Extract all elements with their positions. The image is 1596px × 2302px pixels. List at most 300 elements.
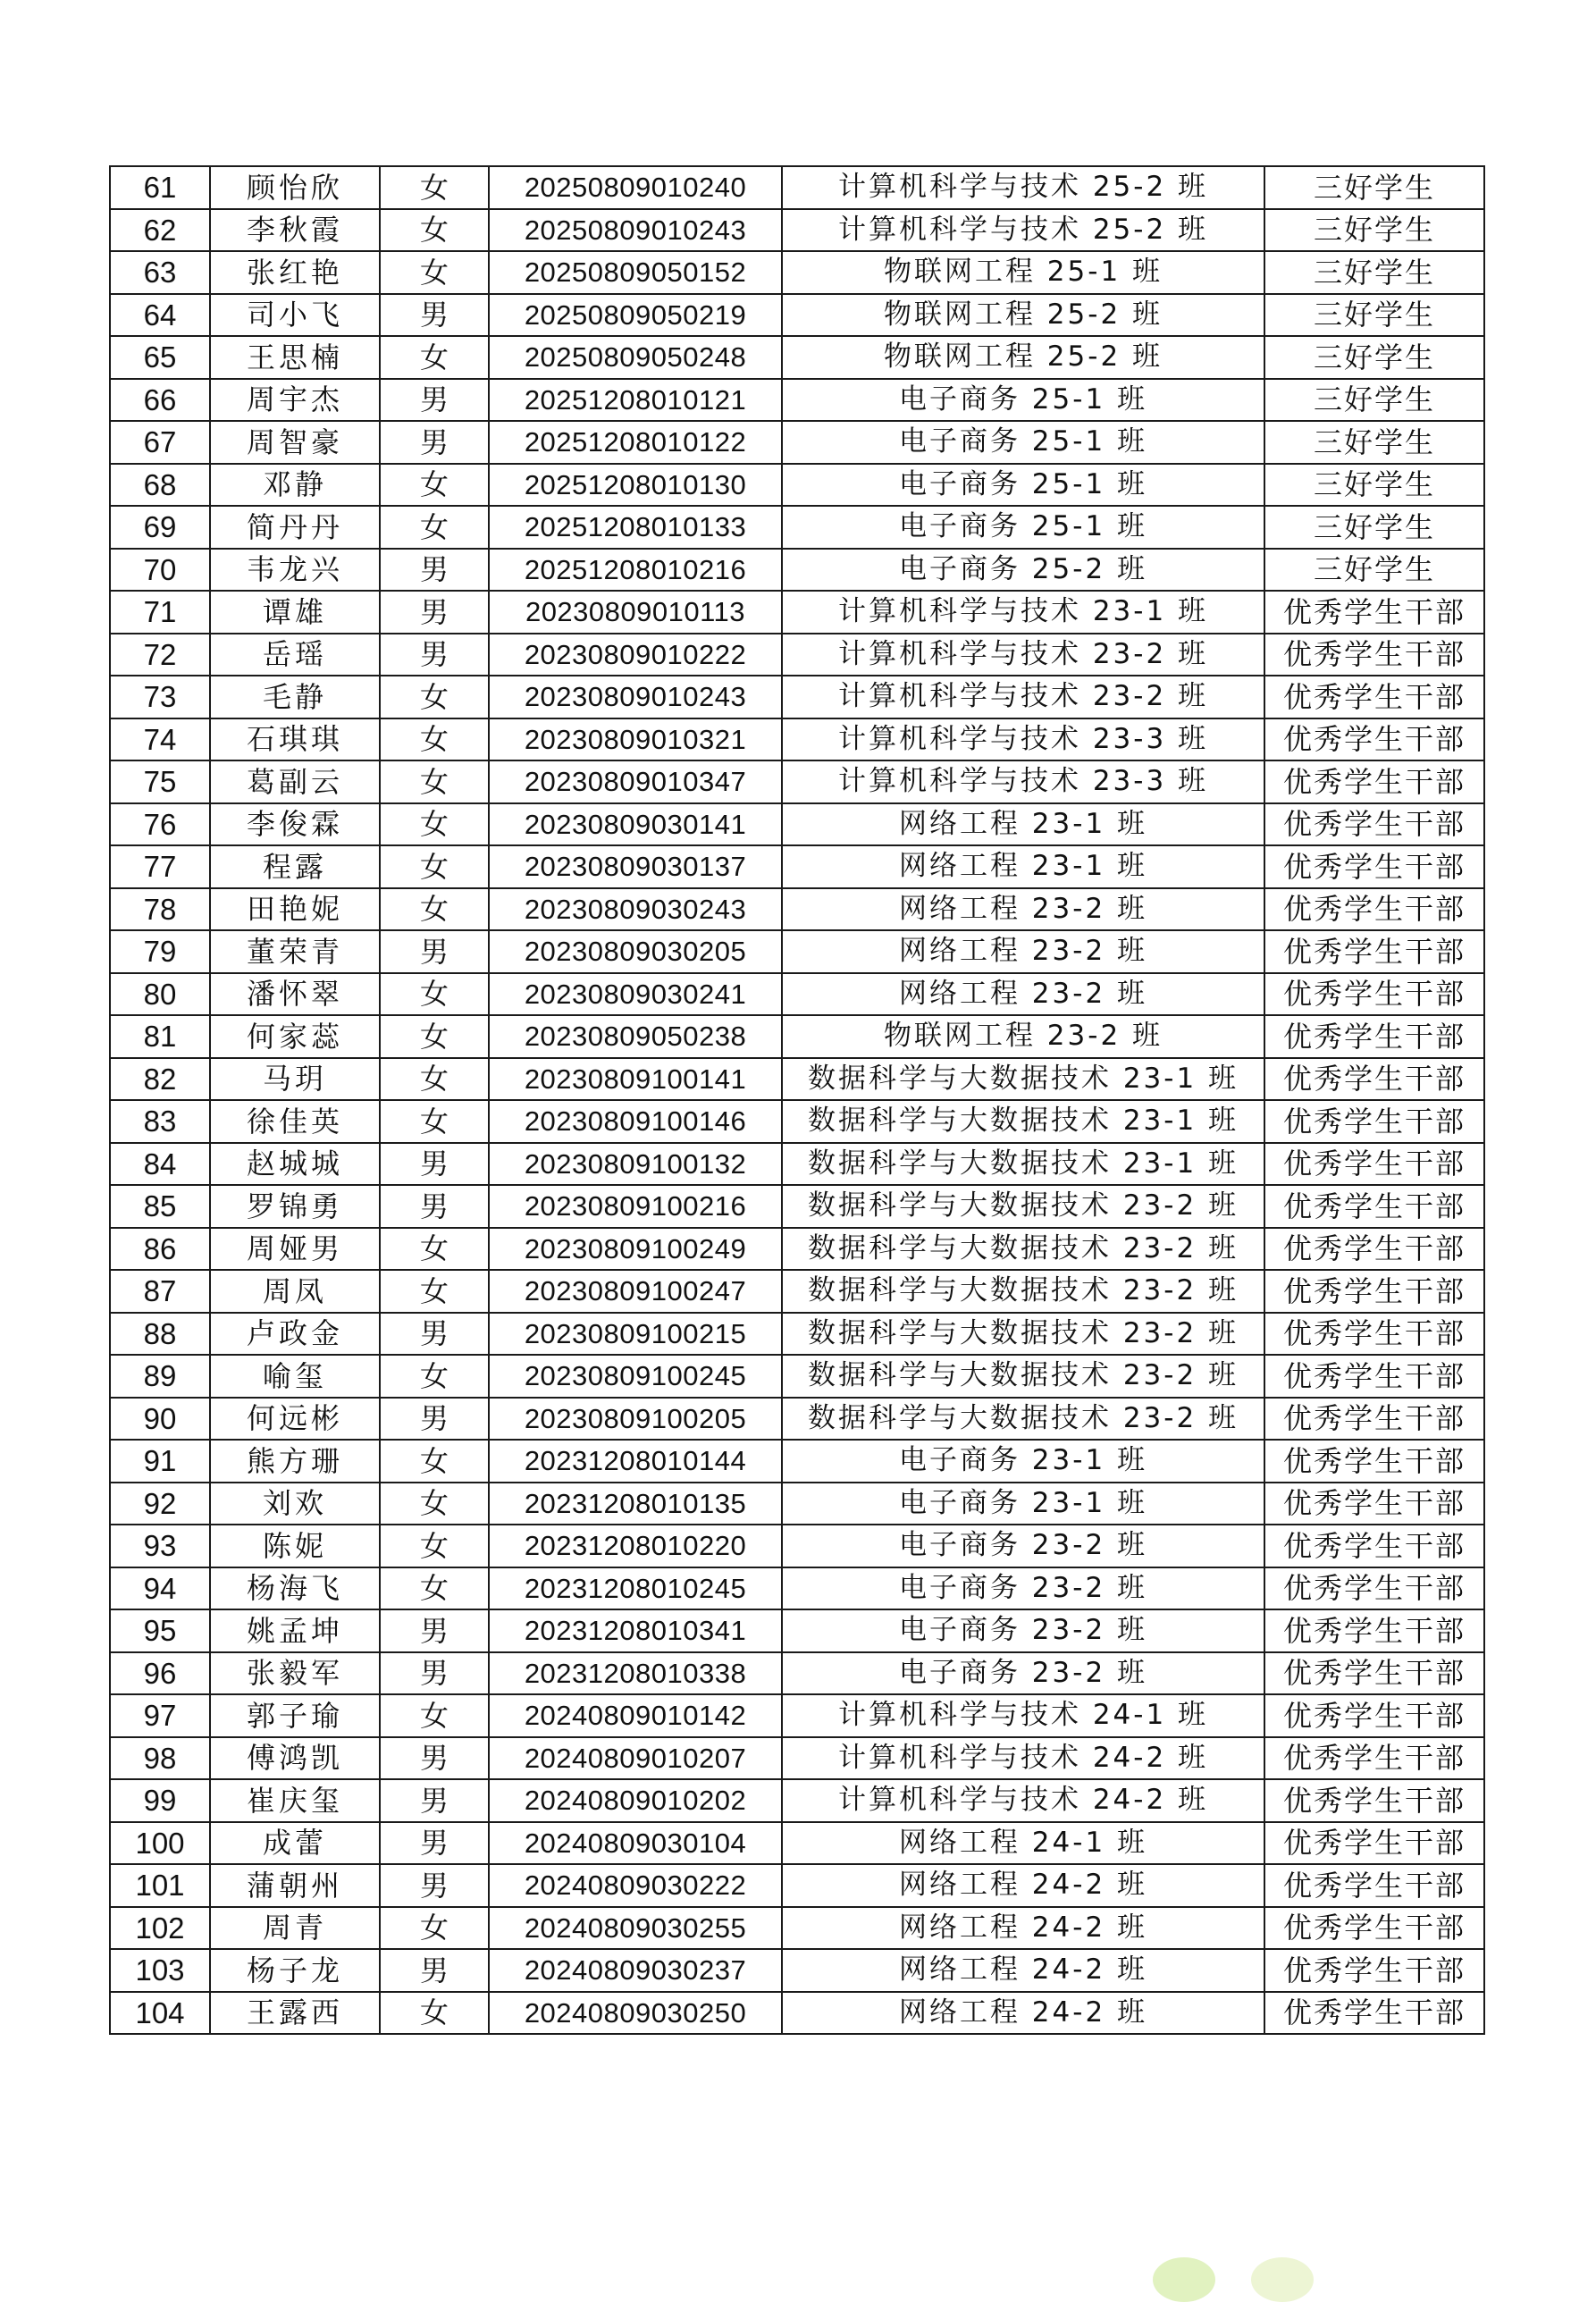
class-name-cell: 计算机科学与技术 24-2 班 <box>782 1737 1264 1780</box>
student-name-cell: 董荣青 <box>210 930 380 973</box>
row-number-cell: 90 <box>110 1398 210 1441</box>
class-name-cell: 电子商务 23-2 班 <box>782 1652 1264 1695</box>
award-title-cell: 优秀学生干部 <box>1264 803 1484 846</box>
gender-cell: 女 <box>380 1058 489 1101</box>
table-row <box>110 251 1484 294</box>
table-row <box>110 1949 1484 1992</box>
row-number-cell: 62 <box>110 209 210 252</box>
student-id-cell: 20230809100216 <box>489 1185 782 1228</box>
award-title-cell: 优秀学生干部 <box>1264 1313 1484 1356</box>
award-title-cell: 优秀学生干部 <box>1264 1779 1484 1822</box>
gender-cell: 女 <box>380 1228 489 1271</box>
class-name-cell: 网络工程 24-2 班 <box>782 1864 1264 1907</box>
row-number-cell: 91 <box>110 1440 210 1483</box>
student-id-cell: 20250809050248 <box>489 336 782 379</box>
class-name-cell: 计算机科学与技术 23-2 班 <box>782 676 1264 718</box>
class-name-cell: 电子商务 23-1 班 <box>782 1483 1264 1525</box>
row-number-cell: 66 <box>110 379 210 422</box>
table-row <box>110 421 1484 464</box>
student-name-cell: 徐佳英 <box>210 1100 380 1143</box>
student-name-cell: 谭雄 <box>210 591 380 634</box>
table-row <box>110 464 1484 507</box>
table-row <box>110 1609 1484 1652</box>
student-name-cell: 周宇杰 <box>210 379 380 422</box>
gender-cell: 男 <box>380 634 489 676</box>
student-id-cell: 20250809010243 <box>489 209 782 252</box>
student-id-cell: 20230809050238 <box>489 1015 782 1058</box>
student-name-cell: 王思楠 <box>210 336 380 379</box>
gender-cell: 男 <box>380 1822 489 1865</box>
student-id-cell: 20251208010130 <box>489 464 782 507</box>
student-name-cell: 李秋霞 <box>210 209 380 252</box>
student-name-cell: 刘欢 <box>210 1483 380 1525</box>
student-id-cell: 20240809030255 <box>489 1907 782 1950</box>
award-title-cell: 优秀学生干部 <box>1264 634 1484 676</box>
class-name-cell: 数据科学与大数据技术 23-1 班 <box>782 1100 1264 1143</box>
class-name-cell: 电子商务 25-1 班 <box>782 421 1264 464</box>
table-row <box>110 973 1484 1016</box>
gender-cell: 女 <box>380 1525 489 1567</box>
award-title-cell: 三好学生 <box>1264 421 1484 464</box>
student-name-cell: 赵城城 <box>210 1143 380 1186</box>
student-id-cell: 20230809100249 <box>489 1228 782 1271</box>
student-id-cell: 20230809010321 <box>489 718 782 761</box>
row-number-cell: 85 <box>110 1185 210 1228</box>
table-row <box>110 760 1484 803</box>
student-name-cell: 杨子龙 <box>210 1949 380 1992</box>
class-name-cell: 计算机科学与技术 25-2 班 <box>782 166 1264 209</box>
award-title-cell: 优秀学生干部 <box>1264 1737 1484 1780</box>
gender-cell: 女 <box>380 1100 489 1143</box>
gender-cell: 女 <box>380 506 489 549</box>
student-name-cell: 司小飞 <box>210 294 380 337</box>
student-name-cell: 张红艳 <box>210 251 380 294</box>
award-title-cell: 三好学生 <box>1264 166 1484 209</box>
scan-mark <box>1251 2257 1314 2302</box>
student-name-cell: 王露西 <box>210 1992 380 2035</box>
row-number-cell: 65 <box>110 336 210 379</box>
award-title-cell: 优秀学生干部 <box>1264 1058 1484 1101</box>
student-name-cell: 程露 <box>210 845 380 888</box>
student-name-cell: 成蕾 <box>210 1822 380 1865</box>
table-row <box>110 1228 1484 1271</box>
class-name-cell: 网络工程 23-2 班 <box>782 973 1264 1016</box>
table-row <box>110 1440 1484 1483</box>
student-id-cell: 20240809030237 <box>489 1949 782 1992</box>
table-row <box>110 888 1484 931</box>
student-name-cell: 葛副云 <box>210 760 380 803</box>
award-title-cell: 三好学生 <box>1264 549 1484 592</box>
award-title-cell: 优秀学生干部 <box>1264 1398 1484 1441</box>
gender-cell: 女 <box>380 1567 489 1610</box>
class-name-cell: 计算机科学与技术 23-2 班 <box>782 634 1264 676</box>
class-name-cell: 物联网工程 23-2 班 <box>782 1015 1264 1058</box>
table-row <box>110 1313 1484 1356</box>
row-number-cell: 104 <box>110 1992 210 2035</box>
gender-cell: 女 <box>380 251 489 294</box>
row-number-cell: 75 <box>110 760 210 803</box>
gender-cell: 男 <box>380 1949 489 1992</box>
gender-cell: 男 <box>380 1313 489 1356</box>
student-name-cell: 周娅男 <box>210 1228 380 1271</box>
class-name-cell: 数据科学与大数据技术 23-1 班 <box>782 1143 1264 1186</box>
gender-cell: 男 <box>380 549 489 592</box>
gender-cell: 女 <box>380 1483 489 1525</box>
row-number-cell: 103 <box>110 1949 210 1992</box>
student-id-cell: 20230809100245 <box>489 1355 782 1398</box>
student-name-cell: 韦龙兴 <box>210 549 380 592</box>
class-name-cell: 数据科学与大数据技术 23-2 班 <box>782 1228 1264 1271</box>
table-row <box>110 845 1484 888</box>
class-name-cell: 计算机科学与技术 23-1 班 <box>782 591 1264 634</box>
row-number-cell: 68 <box>110 464 210 507</box>
student-id-cell: 20230809100146 <box>489 1100 782 1143</box>
student-id-cell: 20250809010240 <box>489 166 782 209</box>
gender-cell: 女 <box>380 1694 489 1737</box>
award-title-cell: 优秀学生干部 <box>1264 930 1484 973</box>
class-name-cell: 网络工程 23-2 班 <box>782 888 1264 931</box>
student-id-cell: 20230809030243 <box>489 888 782 931</box>
class-name-cell: 计算机科学与技术 24-2 班 <box>782 1779 1264 1822</box>
table-row <box>110 1992 1484 2035</box>
student-id-cell: 20231208010245 <box>489 1567 782 1610</box>
student-name-cell: 潘怀翠 <box>210 973 380 1016</box>
student-name-cell: 罗锦勇 <box>210 1185 380 1228</box>
table-row <box>110 379 1484 422</box>
gender-cell: 女 <box>380 803 489 846</box>
table-row <box>110 1652 1484 1695</box>
award-title-cell: 三好学生 <box>1264 464 1484 507</box>
gender-cell: 男 <box>380 294 489 337</box>
student-name-cell: 毛静 <box>210 676 380 718</box>
row-number-cell: 89 <box>110 1355 210 1398</box>
student-name-cell: 马玥 <box>210 1058 380 1101</box>
table-row <box>110 549 1484 592</box>
student-id-cell: 20230809030137 <box>489 845 782 888</box>
table-row <box>110 1355 1484 1398</box>
award-title-cell: 三好学生 <box>1264 379 1484 422</box>
student-name-cell: 何远彬 <box>210 1398 380 1441</box>
student-id-cell: 20231208010341 <box>489 1609 782 1652</box>
student-name-cell: 周青 <box>210 1907 380 1950</box>
award-roster-table <box>109 165 1485 2035</box>
award-title-cell: 优秀学生干部 <box>1264 1694 1484 1737</box>
award-title-cell: 优秀学生干部 <box>1264 1143 1484 1186</box>
class-name-cell: 电子商务 23-1 班 <box>782 1440 1264 1483</box>
student-id-cell: 20250809050152 <box>489 251 782 294</box>
award-title-cell: 三好学生 <box>1264 251 1484 294</box>
gender-cell: 男 <box>380 1143 489 1186</box>
student-name-cell: 李俊霖 <box>210 803 380 846</box>
row-number-cell: 71 <box>110 591 210 634</box>
class-name-cell: 网络工程 23-1 班 <box>782 803 1264 846</box>
row-number-cell: 100 <box>110 1822 210 1865</box>
gender-cell: 女 <box>380 760 489 803</box>
award-title-cell: 优秀学生干部 <box>1264 1652 1484 1695</box>
row-number-cell: 95 <box>110 1609 210 1652</box>
student-name-cell: 张毅军 <box>210 1652 380 1695</box>
gender-cell: 女 <box>380 209 489 252</box>
row-number-cell: 73 <box>110 676 210 718</box>
student-name-cell: 简丹丹 <box>210 506 380 549</box>
row-number-cell: 82 <box>110 1058 210 1101</box>
roster-body <box>110 166 1484 2034</box>
award-title-cell: 优秀学生干部 <box>1264 1015 1484 1058</box>
table-row <box>110 676 1484 718</box>
student-id-cell: 20230809030141 <box>489 803 782 846</box>
row-number-cell: 84 <box>110 1143 210 1186</box>
student-name-cell: 陈妮 <box>210 1525 380 1567</box>
row-number-cell: 78 <box>110 888 210 931</box>
row-number-cell: 92 <box>110 1483 210 1525</box>
class-name-cell: 电子商务 23-2 班 <box>782 1525 1264 1567</box>
student-name-cell: 石琪琪 <box>210 718 380 761</box>
table-row <box>110 1737 1484 1780</box>
row-number-cell: 69 <box>110 506 210 549</box>
student-name-cell: 傅鸿凯 <box>210 1737 380 1780</box>
student-id-cell: 20230809100132 <box>489 1143 782 1186</box>
table-row <box>110 1058 1484 1101</box>
award-title-cell: 优秀学生干部 <box>1264 1228 1484 1271</box>
class-name-cell: 物联网工程 25-2 班 <box>782 294 1264 337</box>
class-name-cell: 电子商务 23-2 班 <box>782 1609 1264 1652</box>
gender-cell: 女 <box>380 1907 489 1950</box>
row-number-cell: 74 <box>110 718 210 761</box>
row-number-cell: 67 <box>110 421 210 464</box>
award-title-cell: 优秀学生干部 <box>1264 591 1484 634</box>
row-number-cell: 83 <box>110 1100 210 1143</box>
row-number-cell: 64 <box>110 294 210 337</box>
row-number-cell: 94 <box>110 1567 210 1610</box>
class-name-cell: 计算机科学与技术 23-3 班 <box>782 760 1264 803</box>
class-name-cell: 电子商务 25-2 班 <box>782 549 1264 592</box>
award-title-cell: 优秀学生干部 <box>1264 1609 1484 1652</box>
class-name-cell: 数据科学与大数据技术 23-1 班 <box>782 1058 1264 1101</box>
award-title-cell: 优秀学生干部 <box>1264 1440 1484 1483</box>
gender-cell: 女 <box>380 1440 489 1483</box>
gender-cell: 女 <box>380 336 489 379</box>
table-row <box>110 1143 1484 1186</box>
student-name-cell: 喻玺 <box>210 1355 380 1398</box>
class-name-cell: 网络工程 24-2 班 <box>782 1949 1264 1992</box>
table-row <box>110 1525 1484 1567</box>
student-name-cell: 顾怡欣 <box>210 166 380 209</box>
student-id-cell: 20230809030205 <box>489 930 782 973</box>
row-number-cell: 102 <box>110 1907 210 1950</box>
table-row <box>110 209 1484 252</box>
award-title-cell: 优秀学生干部 <box>1264 1185 1484 1228</box>
student-id-cell: 20231208010144 <box>489 1440 782 1483</box>
award-title-cell: 优秀学生干部 <box>1264 760 1484 803</box>
award-title-cell: 优秀学生干部 <box>1264 973 1484 1016</box>
award-title-cell: 三好学生 <box>1264 336 1484 379</box>
table-row <box>110 336 1484 379</box>
student-id-cell: 20231208010220 <box>489 1525 782 1567</box>
table-row <box>110 1185 1484 1228</box>
student-name-cell: 蒲朝州 <box>210 1864 380 1907</box>
gender-cell: 男 <box>380 1609 489 1652</box>
award-title-cell: 三好学生 <box>1264 209 1484 252</box>
row-number-cell: 99 <box>110 1779 210 1822</box>
class-name-cell: 网络工程 24-1 班 <box>782 1822 1264 1865</box>
award-title-cell: 优秀学生干部 <box>1264 718 1484 761</box>
row-number-cell: 80 <box>110 973 210 1016</box>
table-row <box>110 1694 1484 1737</box>
award-title-cell: 三好学生 <box>1264 294 1484 337</box>
student-id-cell: 20240809010142 <box>489 1694 782 1737</box>
class-name-cell: 网络工程 23-2 班 <box>782 930 1264 973</box>
student-id-cell: 20230809100141 <box>489 1058 782 1101</box>
table-row <box>110 1779 1484 1822</box>
scan-mark <box>1153 2257 1215 2302</box>
student-name-cell: 田艳妮 <box>210 888 380 931</box>
award-title-cell: 优秀学生干部 <box>1264 1355 1484 1398</box>
row-number-cell: 98 <box>110 1737 210 1780</box>
award-title-cell: 优秀学生干部 <box>1264 888 1484 931</box>
student-name-cell: 周凤 <box>210 1270 380 1313</box>
row-number-cell: 63 <box>110 251 210 294</box>
class-name-cell: 网络工程 24-2 班 <box>782 1907 1264 1950</box>
student-name-cell: 郭子瑜 <box>210 1694 380 1737</box>
student-id-cell: 20251208010121 <box>489 379 782 422</box>
student-id-cell: 20230809010243 <box>489 676 782 718</box>
student-name-cell: 周智豪 <box>210 421 380 464</box>
table-row <box>110 1907 1484 1950</box>
student-id-cell: 20230809010222 <box>489 634 782 676</box>
award-title-cell: 优秀学生干部 <box>1264 1270 1484 1313</box>
student-name-cell: 崔庆玺 <box>210 1779 380 1822</box>
student-name-cell: 熊方珊 <box>210 1440 380 1483</box>
table-row <box>110 1270 1484 1313</box>
student-id-cell: 20231208010135 <box>489 1483 782 1525</box>
student-id-cell: 20230809010347 <box>489 760 782 803</box>
class-name-cell: 计算机科学与技术 25-2 班 <box>782 209 1264 252</box>
row-number-cell: 97 <box>110 1694 210 1737</box>
class-name-cell: 数据科学与大数据技术 23-2 班 <box>782 1313 1264 1356</box>
gender-cell: 女 <box>380 1355 489 1398</box>
gender-cell: 女 <box>380 166 489 209</box>
table-row <box>110 634 1484 676</box>
row-number-cell: 93 <box>110 1525 210 1567</box>
class-name-cell: 电子商务 25-1 班 <box>782 506 1264 549</box>
award-title-cell: 优秀学生干部 <box>1264 1100 1484 1143</box>
row-number-cell: 70 <box>110 549 210 592</box>
award-title-cell: 优秀学生干部 <box>1264 1567 1484 1610</box>
student-id-cell: 20230809100205 <box>489 1398 782 1441</box>
gender-cell: 男 <box>380 379 489 422</box>
student-id-cell: 20230809010113 <box>489 591 782 634</box>
student-id-cell: 20240809010202 <box>489 1779 782 1822</box>
gender-cell: 女 <box>380 464 489 507</box>
table-row <box>110 718 1484 761</box>
table-row <box>110 591 1484 634</box>
gender-cell: 男 <box>380 421 489 464</box>
award-title-cell: 优秀学生干部 <box>1264 676 1484 718</box>
gender-cell: 女 <box>380 676 489 718</box>
award-title-cell: 优秀学生干部 <box>1264 1992 1484 2035</box>
gender-cell: 男 <box>380 1779 489 1822</box>
gender-cell: 女 <box>380 718 489 761</box>
student-name-cell: 卢政金 <box>210 1313 380 1356</box>
student-id-cell: 20251208010216 <box>489 549 782 592</box>
row-number-cell: 88 <box>110 1313 210 1356</box>
table-row <box>110 1822 1484 1865</box>
student-id-cell: 20251208010133 <box>489 506 782 549</box>
row-number-cell: 87 <box>110 1270 210 1313</box>
student-id-cell: 20251208010122 <box>489 421 782 464</box>
class-name-cell: 网络工程 24-2 班 <box>782 1992 1264 2035</box>
class-name-cell: 计算机科学与技术 24-1 班 <box>782 1694 1264 1737</box>
table-row <box>110 1015 1484 1058</box>
table-row <box>110 1483 1484 1525</box>
student-name-cell: 杨海飞 <box>210 1567 380 1610</box>
student-id-cell: 20230809030241 <box>489 973 782 1016</box>
award-title-cell: 优秀学生干部 <box>1264 1525 1484 1567</box>
table-row <box>110 166 1484 209</box>
gender-cell: 男 <box>380 930 489 973</box>
class-name-cell: 数据科学与大数据技术 23-2 班 <box>782 1185 1264 1228</box>
row-number-cell: 96 <box>110 1652 210 1695</box>
class-name-cell: 电子商务 25-1 班 <box>782 379 1264 422</box>
row-number-cell: 76 <box>110 803 210 846</box>
table-row <box>110 1567 1484 1610</box>
award-title-cell: 优秀学生干部 <box>1264 1949 1484 1992</box>
table-row <box>110 1398 1484 1441</box>
row-number-cell: 72 <box>110 634 210 676</box>
student-name-cell: 何家蕊 <box>210 1015 380 1058</box>
gender-cell: 男 <box>380 1737 489 1780</box>
student-id-cell: 20240809030250 <box>489 1992 782 2035</box>
class-name-cell: 网络工程 23-1 班 <box>782 845 1264 888</box>
class-name-cell: 电子商务 25-1 班 <box>782 464 1264 507</box>
row-number-cell: 77 <box>110 845 210 888</box>
award-title-cell: 优秀学生干部 <box>1264 1483 1484 1525</box>
table-row <box>110 930 1484 973</box>
award-title-cell: 优秀学生干部 <box>1264 1864 1484 1907</box>
row-number-cell: 81 <box>110 1015 210 1058</box>
class-name-cell: 数据科学与大数据技术 23-2 班 <box>782 1398 1264 1441</box>
class-name-cell: 电子商务 23-2 班 <box>782 1567 1264 1610</box>
award-title-cell: 三好学生 <box>1264 506 1484 549</box>
student-id-cell: 20230809100215 <box>489 1313 782 1356</box>
gender-cell: 男 <box>380 1185 489 1228</box>
student-id-cell: 20250809050219 <box>489 294 782 337</box>
award-title-cell: 优秀学生干部 <box>1264 1822 1484 1865</box>
table-row <box>110 803 1484 846</box>
gender-cell: 女 <box>380 973 489 1016</box>
table-row <box>110 294 1484 337</box>
student-id-cell: 20240809010207 <box>489 1737 782 1780</box>
student-name-cell: 姚孟坤 <box>210 1609 380 1652</box>
gender-cell: 男 <box>380 591 489 634</box>
gender-cell: 男 <box>380 1652 489 1695</box>
class-name-cell: 计算机科学与技术 23-3 班 <box>782 718 1264 761</box>
gender-cell: 女 <box>380 1015 489 1058</box>
table-row <box>110 506 1484 549</box>
row-number-cell: 86 <box>110 1228 210 1271</box>
gender-cell: 男 <box>380 1398 489 1441</box>
gender-cell: 女 <box>380 1992 489 2035</box>
student-name-cell: 邓静 <box>210 464 380 507</box>
gender-cell: 男 <box>380 1864 489 1907</box>
table-row <box>110 1100 1484 1143</box>
student-id-cell: 20240809030104 <box>489 1822 782 1865</box>
class-name-cell: 物联网工程 25-2 班 <box>782 336 1264 379</box>
gender-cell: 女 <box>380 845 489 888</box>
award-title-cell: 优秀学生干部 <box>1264 1907 1484 1950</box>
student-name-cell: 岳瑶 <box>210 634 380 676</box>
class-name-cell: 物联网工程 25-1 班 <box>782 251 1264 294</box>
